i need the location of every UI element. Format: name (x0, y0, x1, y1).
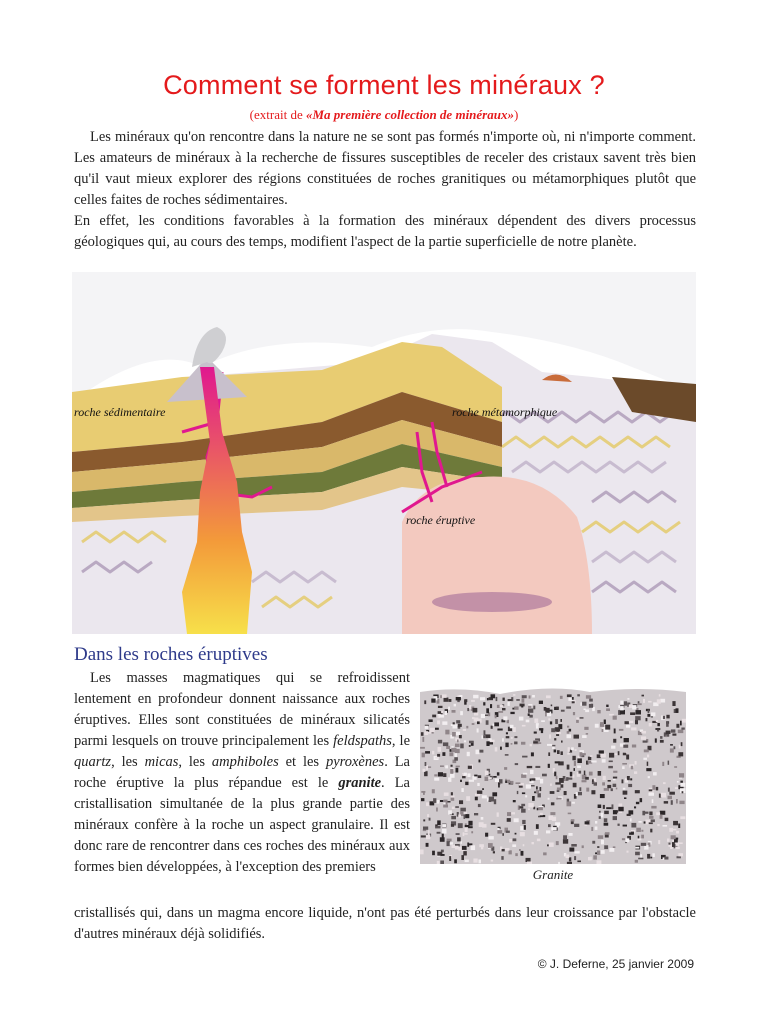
page-title: Comment se forment les minéraux ? (163, 70, 605, 100)
term-pyroxenes: pyroxènes (325, 754, 385, 770)
subtitle-suffix: ) (513, 107, 519, 122)
subtitle-prefix: (extrait de (249, 107, 306, 122)
label-roche-sedimentaire: roche sédimentaire (74, 405, 166, 419)
section-text-3: , les (111, 754, 145, 770)
subtitle-source: «Ma première collection de minéraux» (305, 107, 514, 122)
section-text-4: , les (178, 754, 212, 770)
term-quartz: quartz (74, 754, 112, 770)
section-text-2: , le (391, 733, 411, 749)
label-roche-eruptive: roche éruptive (406, 513, 476, 527)
intro-paragraph-2: En effet, les conditions favorables à la formation des minéraux dépendent des divers processus géologiques qui, au cours des temps, modifient l'aspect de la partie superficielle de notre planète. (74, 213, 696, 250)
section-paragraph (74, 668, 410, 878)
term-feldspaths: feldspaths (333, 733, 392, 749)
section-text-1: Les masses magmatiques qui se refroidissent lentement en profondeur donnent naissance aux roches éruptives. Elles sont constituées de minéraux silicatés parmi lesquels on trouve principalement les (74, 670, 410, 749)
geological-cross-section-illustration (72, 272, 696, 634)
copyright-footer: © J. Deferne, 25 janvier 2009 (537, 957, 694, 971)
section-title: Dans les roches éruptives (74, 644, 268, 665)
section-text-7: . La cristallisation simultanée de la plus grande partie des minéraux confère à la roche un aspect granulaire. Il est donc rare de rencontrer dans ces roches des minéraux aux formes bien développées, à l'exception des premiers (74, 775, 410, 875)
term-amphiboles: amphiboles (211, 754, 279, 770)
page-subtitle (0, 107, 768, 123)
term-micas: micas (144, 754, 179, 770)
granite-caption: Granite (532, 867, 574, 882)
section-text-6: . La roche éruptive la plus répandue est le (74, 754, 410, 791)
section-paragraph-continuation: cristallisés qui, dans un magma encore liquide, n'ont pas été perturbés dans leur croissance par l'obstacle d'autres minéraux déjà solidifiés. (74, 905, 696, 942)
label-roche-metamorphique: roche métamorphique (452, 405, 558, 419)
granite-photo (420, 680, 686, 864)
section-text-5: et les (278, 754, 326, 770)
term-granite: granite (338, 775, 382, 791)
intro-paragraph-1: Les minéraux qu'on rencontre dans la nature ne se sont pas formés n'importe où, ni n'importe comment. Les amateurs de minéraux à la recherche de fissures susceptibles de receler des cristaux savent très bien qu'il vaut mieux explorer des régions constituées de roches granitiques ou métamorphiques plutôt que celles faites de roches sédimentaires. (74, 129, 696, 208)
